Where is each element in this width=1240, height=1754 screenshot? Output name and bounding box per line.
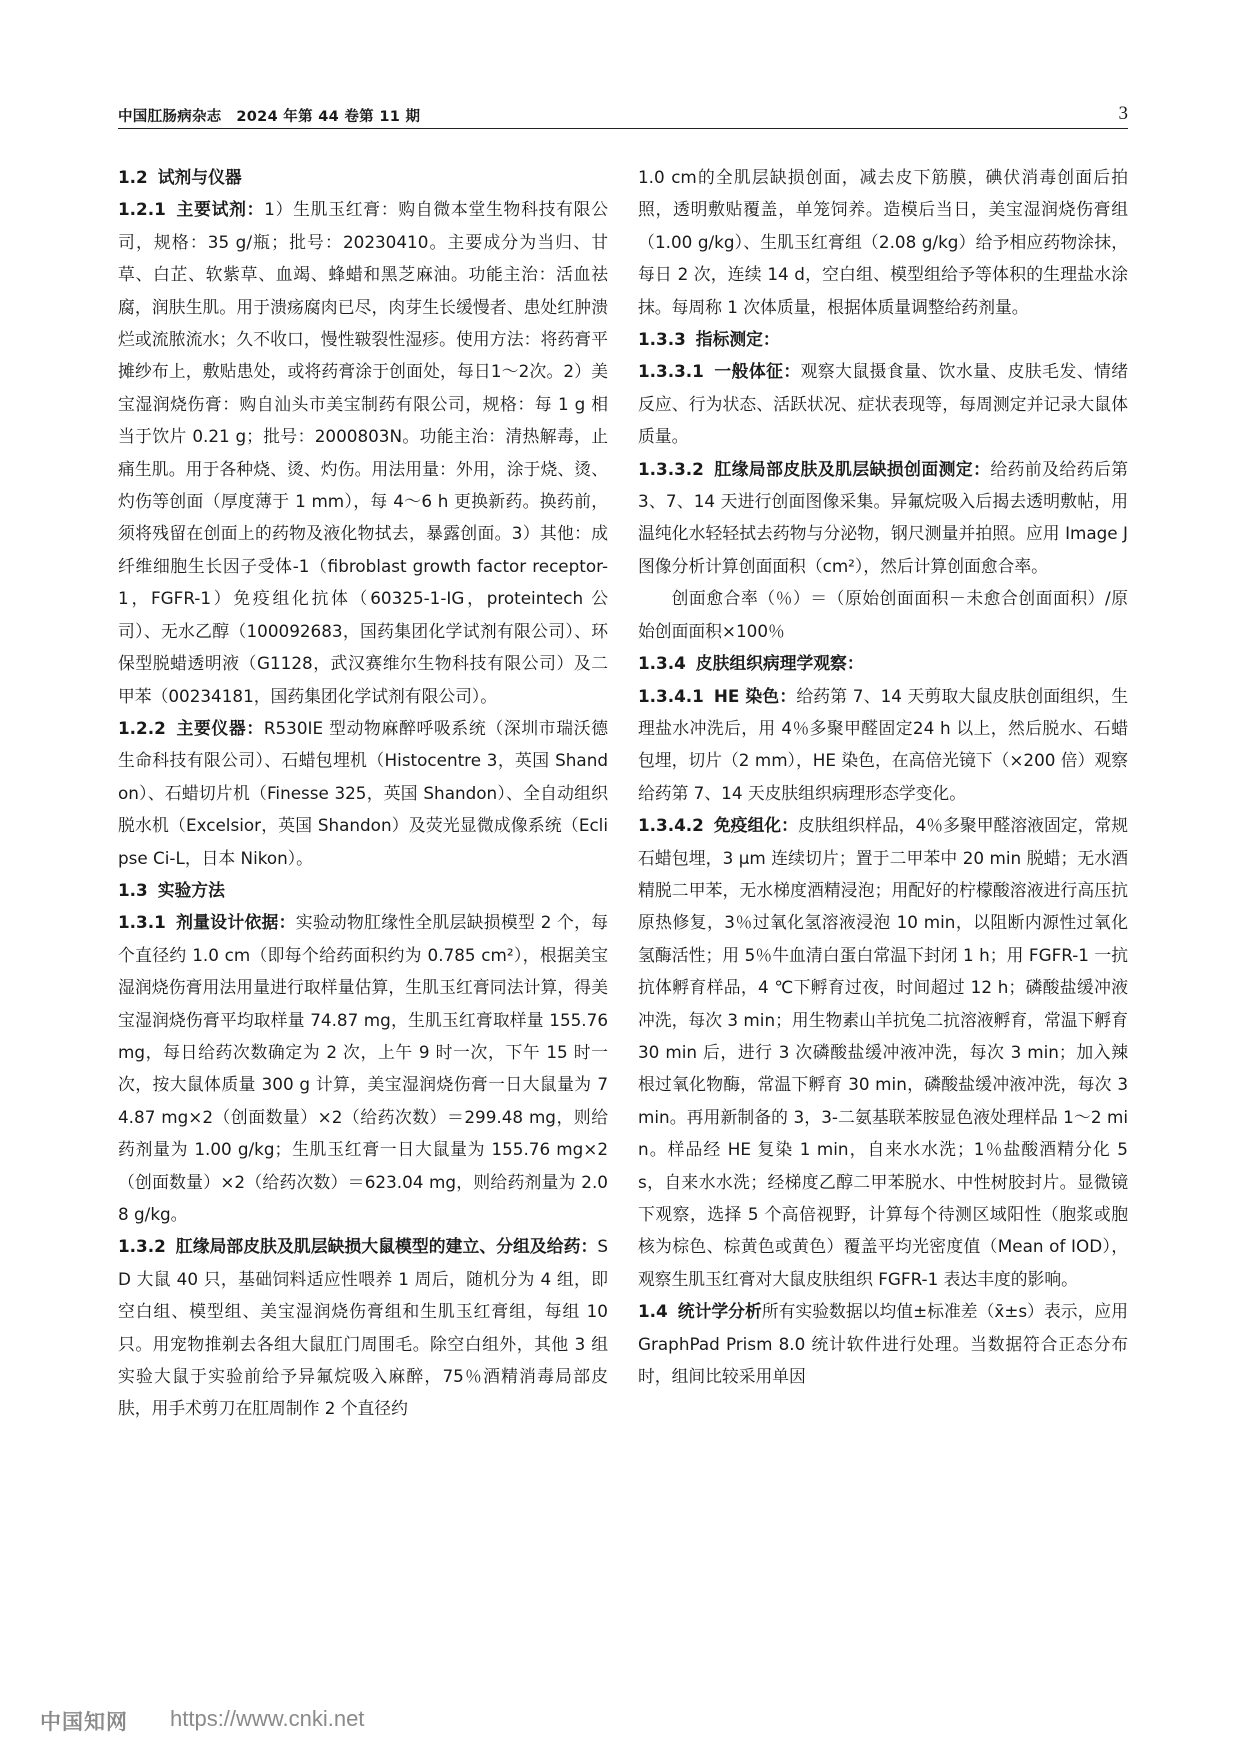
body-paragraph: [638, 161, 1128, 323]
section-title: 主要仪器：: [175, 717, 264, 738]
cnki-url[interactable]: https://www.cnki.net: [170, 1706, 365, 1731]
section-number: 1.3.3.2: [638, 458, 704, 479]
paragraph-text: 观察大鼠摄食量、饮水量、皮肤毛发、情绪反应、行为状态、活跃状况、症状表现等，每周测定并记录大鼠体质量。: [638, 361, 1128, 447]
paragraph-text: 给药前及给药后第 3、7、14 天进行创面图像采集。异氟烷吸入后揭去透明敷帖，用温纯化水轻轻拭去药物与分泌物，钢尺测量并拍照。应用 Image J 图像分析计算创面面积（cm²），然后计算创面愈合率。: [638, 458, 1128, 576]
paragraph-text: 皮肤组织样品，4％多聚甲醛溶液固定，常规石蜡包埋，3 μm 连续切片；置于二甲苯中 20 min 脱蜡；无水酒精脱二甲苯，无水梯度酒精浸泡；用配好的柠檬酸溶液进行高压抗原热修复，3％过氧化氢溶液浸泡 10 min，以阻断内源性过氧化氢酶活性；用 5％牛血清白蛋白常温下封闭 1 h；用 FGFR-1 一抗抗体孵育样品，4 ℃下孵育过夜，时间超过 12 h；磷酸盐缓冲液冲洗，每次 3 min；用生物素山羊抗兔二抗溶液孵育，常温下孵育 30 min 后，进行 3 次磷酸盐缓冲液冲洗，每次 3 min；加入辣根过氧化物酶，常温下孵育 30 min，磷酸盐缓冲液冲洗，每次 3 min。再用新制备的 3，3-二氨基联苯胺显色液处理样品 1～2 min。样品经 HE 复染 1 min，自来水水洗；1％盐酸酒精分化 5 s，自来水水洗；经梯度乙醇二甲苯脱水、中性树胶封片。显微镜下观察，选择 5 个高倍视野，计算每个待测区域阳性（胞浆或胞核为棕色、棕黄色或黄色）覆盖平均光密度值（Mean of IOD），观察生肌玉红膏对大鼠皮肤组织 FGFR-1 表达丰度的影响。: [638, 815, 1128, 1289]
section-number: 1.2.1: [118, 199, 166, 220]
right-column: [638, 161, 1128, 1591]
paragraph-text: 创面愈合率（％）＝（原始创面面积－未愈合创面面积）/原始创面面积×100％: [638, 588, 1128, 641]
section-number: 1.2.2: [118, 717, 166, 738]
section-heading: [638, 323, 1128, 355]
section-number: 1.3.1: [118, 912, 166, 933]
section-number: 1.3.3.1: [638, 361, 704, 382]
page-header: [118, 105, 1128, 131]
section-number: 1.2: [118, 167, 148, 187]
paragraph-text: 给药第 7、14 天剪取大鼠皮肤创面组织，生理盐水冲洗后，用 4％多聚甲醛固定24 h 以上，然后脱水、石蜡包埋，切片（2 mm），HE 染色，在高倍光镜下（×200 倍）观察给药第 7、14 天皮肤组织病理形态学变化。: [638, 685, 1128, 803]
section-number: 1.3.4.2: [638, 815, 704, 836]
section-number: 1.3.2: [118, 1236, 166, 1257]
section-title: 皮肤组织病理学观察：: [695, 653, 864, 674]
section-number: 1.3.3: [638, 329, 686, 350]
section-paragraph: [118, 1230, 608, 1424]
section-title: HE 染色：: [713, 685, 797, 706]
section-title: 试剂与仪器: [157, 167, 242, 187]
section-title: 统计学分析: [677, 1301, 762, 1322]
section-number: 1.3.4.1: [638, 685, 704, 706]
section-number: 1.3: [118, 879, 148, 900]
section-paragraph: [118, 906, 608, 1230]
section-heading: [118, 161, 608, 193]
paragraph-text: R530IE 型动物麻醉呼吸系统（深圳市瑞沃德生命科技有限公司）、石蜡包埋机（Histocentre 3，英国 Shandon）、石蜡切片机（Finesse 325，英国 Shandon）、全自动组织脱水机（Excelsior，英国 Shandon）及荧光显微成像系统（Eclipse Ci-L，日本 Nikon）。: [118, 717, 608, 868]
section-heading: [638, 647, 1128, 679]
section-number: 1.4: [638, 1301, 668, 1322]
header-rule: [118, 128, 1128, 129]
section-number: 1.3.4: [638, 653, 686, 674]
section-title: 剂量设计依据：: [175, 912, 296, 933]
body-paragraph: [638, 582, 1128, 647]
section-title: 指标测定：: [695, 329, 780, 350]
section-paragraph: [638, 355, 1128, 452]
left-column: [118, 161, 608, 1591]
paragraph-text: 所有实验数据以均值±标准差（x̄±s）表示，应用 GraphPad Prism 8.0 统计软件进行处理。当数据符合正态分布时，组间比较采用单因: [638, 1301, 1128, 1387]
paragraph-text: 1.0 cm的全肌层缺损创面，减去皮下筋膜，碘伏消毒创面后拍照，透明敷贴覆盖，单笼饲养。造模后当日，美宝湿润烧伤膏组（1.00 g/kg）、生肌玉红膏组（2.08 g/kg）给予相应药物涂抹，每日 2 次，连续 14 d，空白组、模型组给予等体积的生理盐水涂抹。每周称 1 次体质量，根据体质量调整给药剂量。: [638, 167, 1128, 317]
page-number: 3: [1118, 103, 1128, 124]
paragraph-text: 1）生肌玉红膏：购自微本堂生物科技有限公司，规格：35 g/瓶；批号：20230410。主要成分为当归、甘草、白芷、软紫草、血竭、蜂蜡和黑芝麻油。功能主治：活血祛腐，润肤生肌。用于溃疡腐肉已尽，肉芽生长缓慢者、患处红肿溃烂或流脓流水；久不收口，慢性皲裂性湿疹。使用方法：将药膏平摊纱布上，敷贴患处，或将药膏涂于创面处，每日1～2次。2）美宝湿润烧伤膏：购自汕头市美宝制药有限公司，规格：每 1 g 相当于饮片 0.21 g；批号：2000803N。功能主治：清热解毒，止痛生肌。用于各种烧、烫、灼伤。用法用量：外用，涂于烧、烫、灼伤等创面（厚度薄于 1 mm），每 4～6 h 更换新药。换药前，须将残留在创面上的药物及液化物拭去，暴露创面。3）其他：成纤维细胞生长因子受体-1（fibroblast growth factor receptor-1，FGFR-1）免疫组化抗体（60325-1-IG，proteintech 公司）、无水乙醇（100092683，国药集团化学试剂有限公司）、环保型脱蜡透明液（G1128，武汉赛维尔生物科技有限公司）及二甲苯（00234181，国药集团化学试剂有限公司）。: [118, 199, 608, 706]
section-title: 实验方法: [157, 879, 225, 900]
section-paragraph: [118, 712, 608, 874]
section-title: 肛缘局部皮肤及肌层缺损创面测定：: [713, 458, 991, 479]
section-heading: [118, 874, 608, 906]
section-title: 免疫组化：: [713, 815, 798, 836]
cnki-logo-text: 中国知网: [40, 1710, 128, 1734]
paragraph-text: 实验动物肛缘性全肌层缺损模型 2 个，每个直径约 1.0 cm（即每个给药面积约为 0.785 cm²），根据美宝湿润烧伤膏用法用量进行取样量估算，生肌玉红膏同法计算，得美宝湿润烧伤膏平均取样量 74.87 mg，生肌玉红膏取样量 155.76 mg，每日给药次数确定为 2 次，上午 9 时一次，下午 15 时一次，按大鼠体质量 300 g 计算，美宝湿润烧伤膏一日大鼠量为 74.87 mg×2（创面数量）×2（给药次数）＝299.48 mg，则给药剂量为 1.00 g/kg；生肌玉红膏一日大鼠量为 155.76 mg×2（创面数量）×2（给药次数）＝623.04 mg，则给药剂量为 2.08 g/kg。: [118, 912, 608, 1224]
journal-running-title: 中国肛肠病杂志 2024 年第 44 卷第 11 期: [118, 109, 421, 125]
section-paragraph: [638, 680, 1128, 810]
section-paragraph: [118, 193, 608, 712]
section-paragraph: [638, 453, 1128, 583]
section-paragraph: [638, 809, 1128, 1295]
section-title: 一般体征：: [713, 361, 801, 382]
section-paragraph: [638, 1295, 1128, 1392]
section-title: 肛缘局部皮肤及肌层缺损大鼠模型的建立、分组及给药：: [175, 1236, 598, 1257]
section-title: 主要试剂：: [175, 199, 265, 220]
paragraph-text: SD 大鼠 40 只，基础饲料适应性喂养 1 周后，随机分为 4 组，即空白组、模型组、美宝湿润烧伤膏组和生肌玉红膏组，每组 10 只。用宠物推剃去各组大鼠肛门周围毛。除空白组外，其他 3 组实验大鼠于实验前给予异氟烷吸入麻醉，75％酒精消毒局部皮肤，用手术剪刀在肛周制作 2 个直径约: [118, 1236, 608, 1419]
